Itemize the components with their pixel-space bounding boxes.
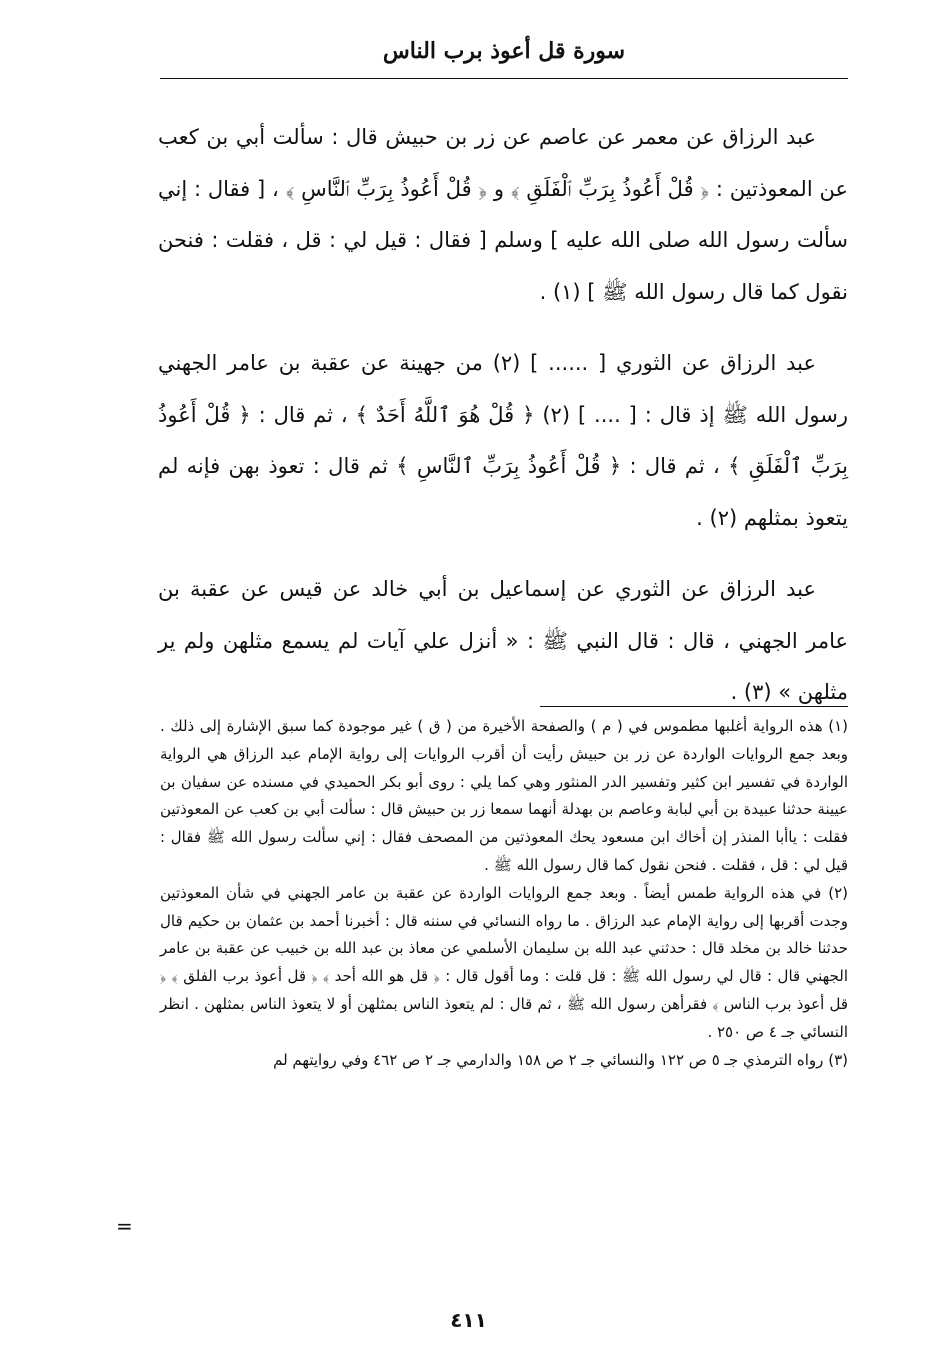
footnote-number: (٣) [828, 1050, 848, 1069]
footnote-1 [160, 713, 848, 880]
paragraph-1: عبد الرزاق عن معمر عن عاصم عن زر بن حبيش قال : سألت أبي بن كعب عن المعوذتين : ﴿ قُلْ أَعُوذُ بِرَبِّ ٱلْفَلَقِ ﴾ و ﴿ قُلْ أَعُوذُ بِرَبِّ ٱلنَّاسِ ﴾ ، [ فقال : إني سألت رسول الله صلى الله عليه ] وسلم [ فقال : قيل لي : قل ، فقلت : فنحن نقول كما قال رسول الله ﷺ ] (١) . [158, 125, 848, 304]
continuation-mark: = [116, 1214, 133, 1238]
footnote-text: هذه الرواية أغلبها مطموس في ( م ) والصفحة الأخيرة من ( ق ) غير موجودة كما سبق الإشارة إلى ذلك . وبعد جمع الروايات الواردة عن زر بن حبيش رأيت أن أقرب الروايات إلى رواية الإمام عبد الرزاق هي الرواية الواردة في تفسير ابن كثير وتفسير الدر المنثور وهي كما يلي : روى أبو بكر الحميدي في مسنده عن سفيان بن عيينة حدثنا عبيدة بن أبي لبابة وعاصم بن بهدلة أنهما سمعا زر بن حبيش قال : سألت أبي بن كعب عن المعوذتين فقلت : ياأبا المنذر إن أخاك ابن مسعود يحك المعوذتين من المصحف فقال : إني سألت رسول الله ﷺ فقال : قيل لي : قل ، فقلت . فنحن نقول كما قال رسول الله ﷺ . [160, 717, 848, 874]
page-title: سورة قل أعوذ برب الناس [382, 38, 626, 64]
paragraph-3: عبد الرزاق عن الثوري عن إسماعيل بن أبي خالد عن قيس عن عقبة بن عامر الجهني ، قال : قال النبي ﷺ : « أنزل علي آيات لم يسمع مثلهن ولم ير مثلهن » (٣) . [158, 577, 848, 704]
paragraph-2: عبد الرزاق عن الثوري [ ...... ] (٢) من جهينة عن عقبة بن عامر الجهني رسول الله ﷺ إذ قال : [ .... ] (٢) ﴿ قُلْ هُوَ ٱللَّهُ أَحَدٌ ﴾ ، ثم قال : ﴿ قُلْ أَعُوذُ بِرَبِّ ٱلْفَلَقِ ﴾ ، ثم قال : ﴿ قُلْ أَعُوذُ بِرَبِّ ٱلنَّاسِ ﴾ ثم قال : تعوذ بهن فإنه لم يتعوذ بمثلهم (٢) . [158, 351, 848, 530]
page-number: ٤١١ [450, 1308, 487, 1332]
footnote-rule [540, 706, 848, 707]
footnote-text: في هذه الرواية طمس أيضاً . وبعد جمع الروايات الواردة عن عقبة بن عامر الجهني في شأن المعوذتين وجدت أقربها إلى رواية الإمام عبد الرزاق . ما رواه النسائي في سننه قال : أخبرنا أحمد بن عثمان بن حكيم قال حدثنا خالد بن مخلد قال : حدثني عبد الله بن سليمان الأسلمي عن معاذ بن عبد الله بن خبيب عن عقبة بن عامر الجهني قال : قال لي رسول الله ﷺ : قل قلت : وما أقول قال : ﴿ قل هو الله أحد ﴾ ﴿ قل أعوذ برب الفلق ﴾ ﴿ قل أعوذ برب الناس ﴾ فقرأهن رسول الله ﷺ ، ثم قال : لم يتعوذ الناس بمثلهن أو لا يتعوذ الناس بمثلهن . انظر النسائي جـ ٤ ص ٢٥٠ . [160, 883, 848, 1041]
footnote-number: (١) [828, 717, 848, 735]
footnote-text: رواه الترمذي جـ ٥ ص ١٢٢ والنسائي جـ ٢ ص ١٥٨ والدارمي جـ ٢ ص ٤٦٢ وفي روايتهم لم [273, 1050, 824, 1069]
footnotes [160, 713, 848, 1074]
main-text [158, 112, 848, 719]
page-header [160, 38, 848, 64]
header-rule [160, 78, 848, 79]
footnote-number: (٢) [828, 883, 848, 902]
footnote-3 [160, 1047, 848, 1075]
footnote-2 [160, 880, 848, 1047]
